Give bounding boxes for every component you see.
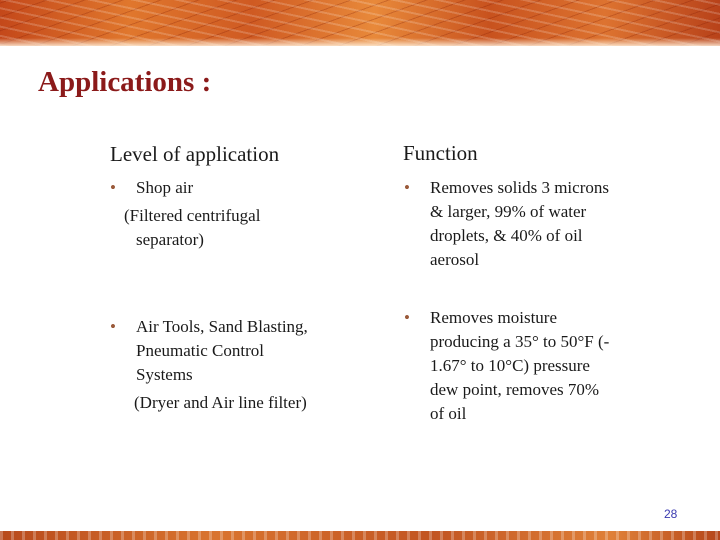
level-item-shop-air: [110, 176, 260, 252]
function-line: droplets, & 40% of oil: [430, 226, 583, 245]
function-line: of oil: [430, 404, 467, 423]
level-item-air-tools: [110, 315, 308, 415]
column-header-level: Level of application: [110, 142, 280, 166]
bullet-icon: •: [404, 178, 410, 197]
level-note-line: separator): [136, 230, 204, 249]
level-note-line: (Filtered centrifugal: [124, 206, 261, 225]
function-item-moisture: [404, 306, 609, 426]
function-line: Removes moisture: [430, 308, 558, 327]
level-main-line: Systems: [136, 365, 193, 384]
function-line: Removes solids 3 microns: [430, 178, 609, 197]
slide-title: Applications :: [38, 66, 212, 98]
top-decorative-banner: [0, 0, 720, 46]
function-line: dew point, removes 70%: [430, 380, 600, 399]
function-line: producing a 35° to 50°F (-: [430, 332, 610, 351]
bullet-icon: •: [404, 308, 410, 327]
page-number: 28: [664, 507, 678, 521]
level-main-line: Pneumatic Control: [136, 341, 264, 360]
function-line: & larger, 99% of water: [430, 202, 587, 221]
column-header-function: Function: [403, 141, 478, 165]
function-item-solids: [404, 176, 609, 272]
level-note-line: (Dryer and Air line filter): [134, 393, 307, 412]
function-line: 1.67° to 10°C) pressure: [430, 356, 590, 375]
function-line: aerosol: [430, 250, 480, 269]
level-main-line: Air Tools, Sand Blasting,: [136, 317, 308, 336]
level-main-line: Shop air: [136, 178, 194, 197]
bottom-decorative-banner: [0, 531, 720, 540]
bullet-icon: •: [110, 178, 116, 197]
bullet-icon: •: [110, 317, 116, 336]
